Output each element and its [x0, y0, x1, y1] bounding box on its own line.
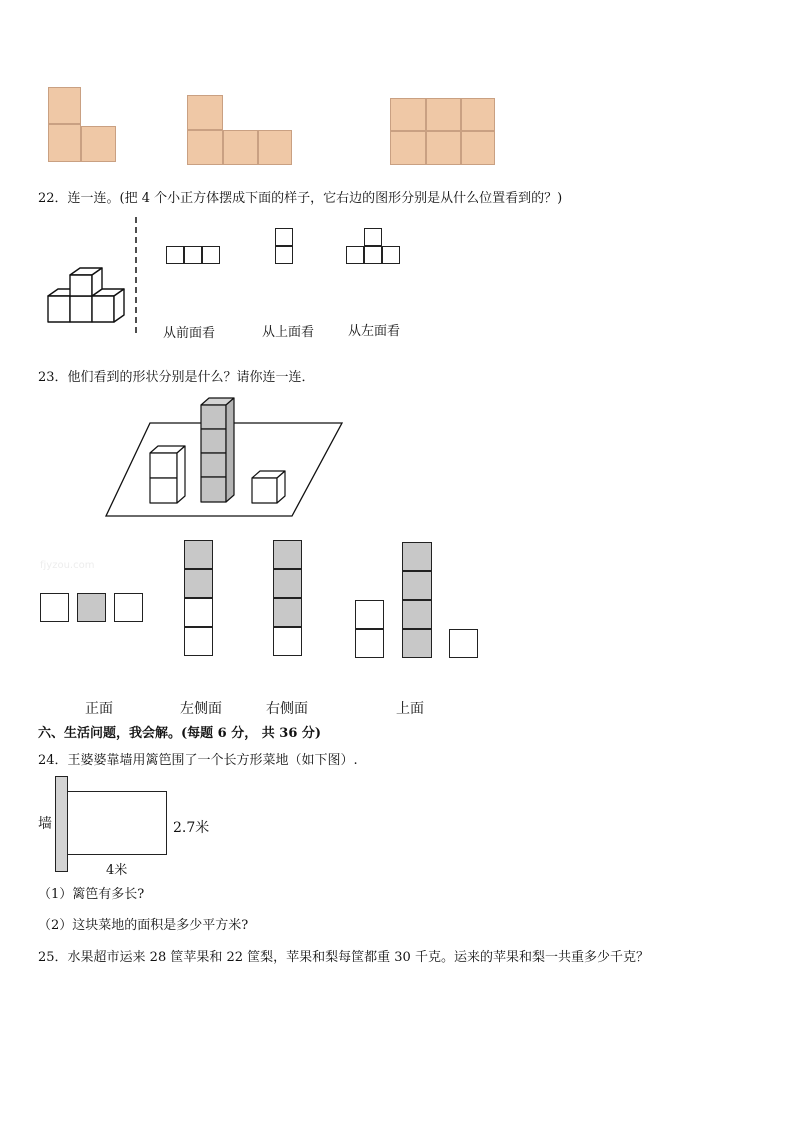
- dashed-divider: [133, 217, 139, 337]
- wall-label: 墙: [38, 816, 52, 832]
- label-top: 上面: [396, 701, 424, 717]
- square: [184, 540, 213, 569]
- question-22: 22．连一连。(把 4 个小正方体摆成下面的样子，它右边的图形分别是从什么位置看到的？): [38, 191, 563, 206]
- scene-parallelogram-blocks: [100, 392, 350, 527]
- square: [461, 98, 495, 131]
- square: [426, 131, 461, 165]
- cube-stack-isometric: [40, 262, 130, 330]
- square: [402, 542, 432, 571]
- square: [355, 629, 384, 658]
- square: [390, 98, 426, 131]
- square: [184, 569, 213, 598]
- square: [40, 593, 69, 622]
- vegetable-plot-rectangle: [68, 791, 167, 855]
- question-23: 23．他们看到的形状分别是什么？请你连一连．: [38, 370, 315, 385]
- square: [449, 629, 478, 658]
- square: [114, 593, 143, 622]
- width-label: 4米: [106, 863, 128, 878]
- square: [187, 95, 223, 130]
- square: [273, 627, 302, 656]
- square: [402, 600, 432, 629]
- square: [275, 228, 293, 246]
- square: [382, 246, 400, 264]
- square: [202, 246, 220, 264]
- view-label-left: 从左面看: [348, 324, 401, 339]
- square: [364, 246, 382, 264]
- square: [275, 246, 293, 264]
- view-label-top: 从上面看: [262, 325, 315, 340]
- square: [426, 98, 461, 131]
- question-24-part-1: （1）篱笆有多长?: [38, 887, 145, 902]
- question-24-part-2: （2）这块菜地的面积是多少平方米?: [38, 918, 249, 933]
- square: [184, 246, 202, 264]
- label-left-side: 左侧面: [180, 701, 222, 717]
- square: [187, 130, 223, 165]
- square: [273, 569, 302, 598]
- square: [48, 87, 81, 124]
- square: [184, 598, 213, 627]
- square: [355, 600, 384, 629]
- square: [81, 126, 116, 162]
- square: [461, 131, 495, 165]
- square: [273, 540, 302, 569]
- square: [273, 598, 302, 627]
- watermark: fjyzou.com: [40, 560, 95, 571]
- height-label: 2.7米: [173, 820, 210, 836]
- label-front: 正面: [85, 701, 113, 717]
- section-6-title: 六、生活问题，我会解。(每题 6 分， 共 36 分): [38, 726, 322, 741]
- square: [223, 130, 258, 165]
- square: [166, 246, 184, 264]
- label-right-side: 右侧面: [266, 701, 308, 717]
- question-24: 24．王婆婆靠墙用篱笆围了一个长方形菜地（如下图）.: [38, 753, 358, 768]
- square: [48, 124, 81, 162]
- square: [364, 228, 382, 246]
- square: [402, 629, 432, 658]
- square: [77, 593, 106, 622]
- square: [258, 130, 292, 165]
- wall: [55, 776, 68, 872]
- square: [184, 627, 213, 656]
- square: [346, 246, 364, 264]
- question-25: 25．水果超市运来 28 筐苹果和 22 筐梨，苹果和梨每筐都重 30 千克。运来的苹果和梨一共重多少千克？: [38, 950, 649, 965]
- square: [402, 571, 432, 600]
- square: [390, 131, 426, 165]
- view-label-front: 从前面看: [163, 326, 216, 341]
